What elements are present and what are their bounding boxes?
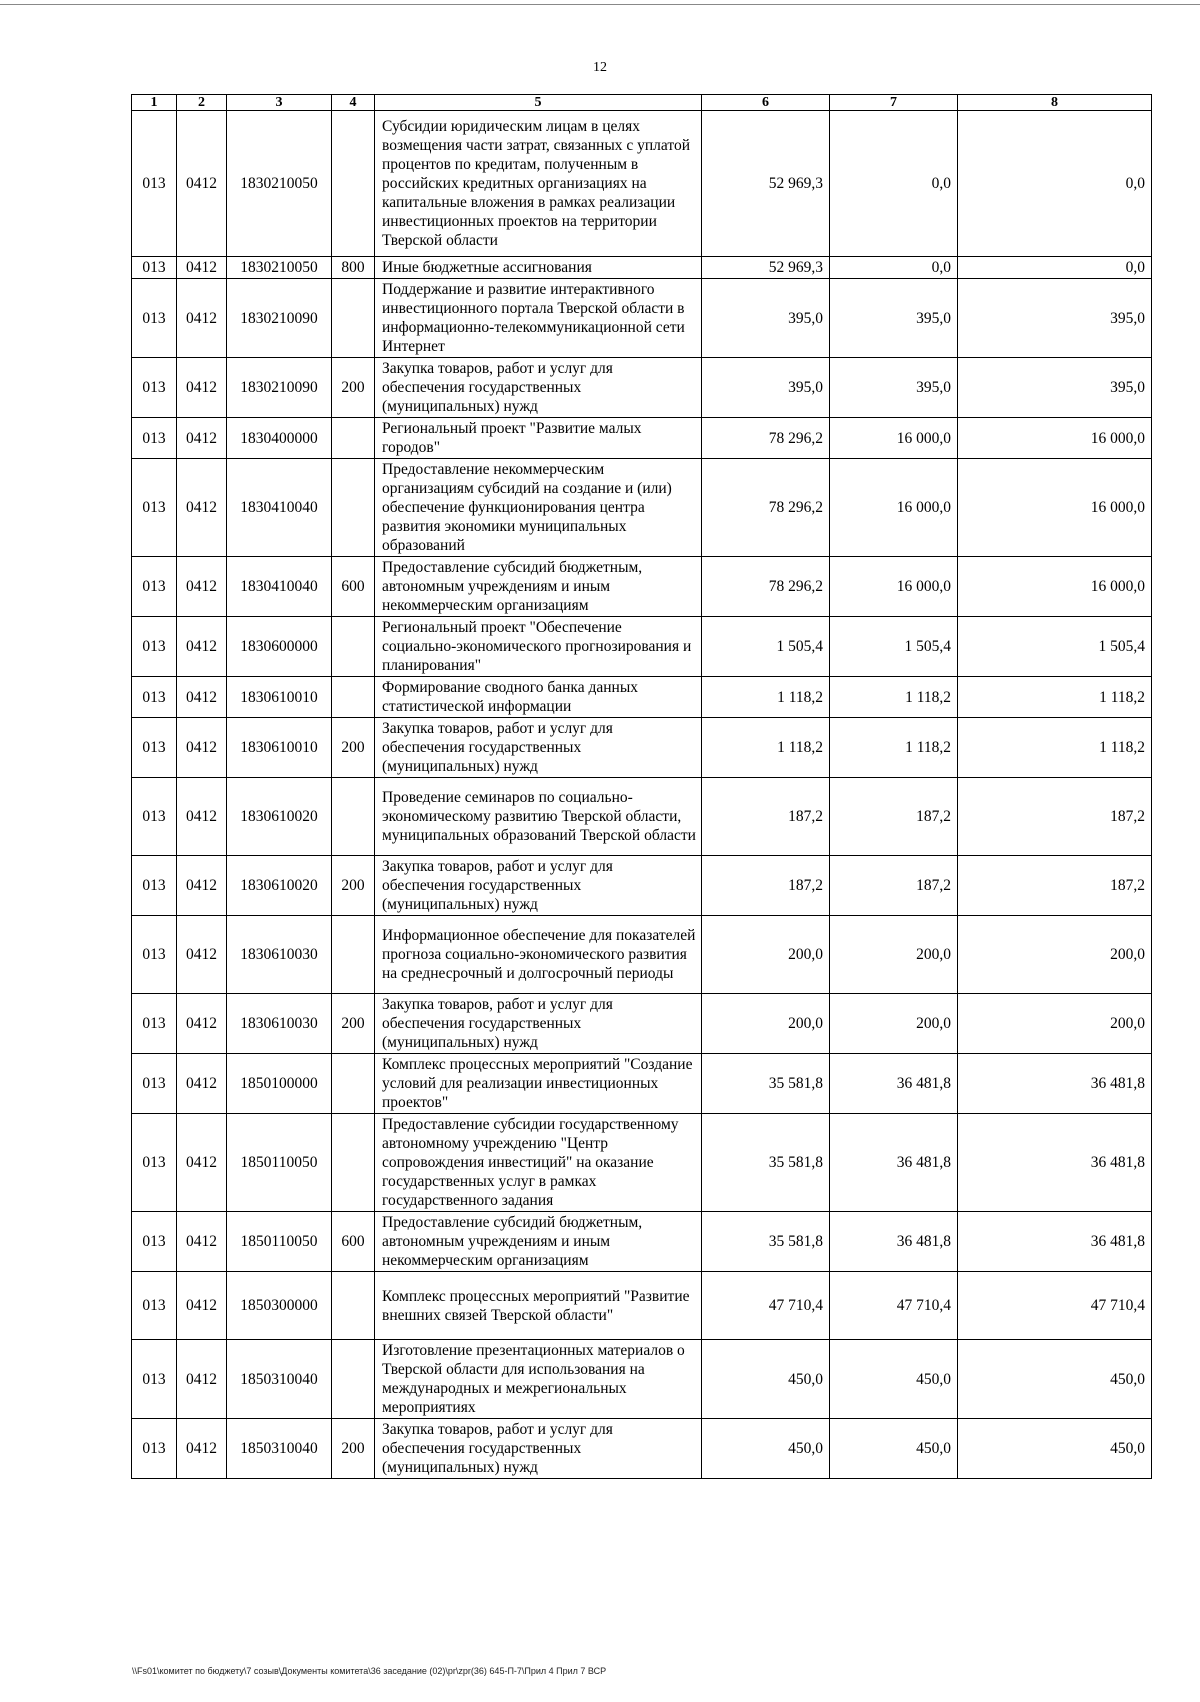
table-cell-c6: 35 581,8 [702,1054,830,1114]
table-cell-c7: 450,0 [830,1340,958,1419]
table-cell-c1: 013 [132,1114,177,1212]
table-cell-c5: Региональный проект "Развитие малых городов" [375,418,702,459]
table-cell-c3: 1830210090 [227,279,332,358]
table-cell-c7: 36 481,8 [830,1114,958,1212]
header-cell-2: 2 [177,95,227,111]
table-cell-c7: 36 481,8 [830,1054,958,1114]
table-cell-c4 [332,459,375,557]
table-cell-c6: 78 296,2 [702,418,830,459]
table-cell-c4: 800 [332,257,375,279]
table-cell-c8: 200,0 [958,916,1152,994]
table-cell-c2: 0412 [177,557,227,617]
table-cell-c2: 0412 [177,1212,227,1272]
table-cell-c5: Закупка товаров, работ и услуг для обеспечения государственных (муниципальных) нужд [375,994,702,1054]
table-cell-c8: 16 000,0 [958,418,1152,459]
table-cell-c6: 35 581,8 [702,1114,830,1212]
table-cell-c8: 1 505,4 [958,617,1152,677]
table-cell-c2: 0412 [177,994,227,1054]
table-cell-c3: 1850310040 [227,1340,332,1419]
table-cell-c4: 200 [332,856,375,916]
table-cell-c5: Региональный проект "Обеспечение социально-экономического прогнозирования и планирования" [375,617,702,677]
table-cell-c4: 600 [332,1212,375,1272]
table-cell-c6: 200,0 [702,916,830,994]
table-cell-c5: Предоставление субсидий бюджетным, автономным учреждениям и иным некоммерческим организациям [375,557,702,617]
scan-top-edge [0,4,1200,5]
table-cell-c6: 78 296,2 [702,459,830,557]
table-cell-c1: 013 [132,1419,177,1479]
table-cell-c5: Предоставление некоммерческим организациям субсидий на создание и (или) обеспечение функционирования центра развития экономики муниципальных образований [375,459,702,557]
table-cell-c7: 187,2 [830,778,958,856]
table-cell-c3: 1830210050 [227,111,332,257]
table-cell-c3: 1830610010 [227,677,332,718]
table-cell-c3: 1830210090 [227,358,332,418]
table-cell-c5: Информационное обеспечение для показателей прогноза социально-экономического развития на среднесрочный и долгосрочный периоды [375,916,702,994]
table-cell-c4 [332,617,375,677]
table-cell-c2: 0412 [177,1272,227,1340]
table-cell-c4 [332,677,375,718]
table-cell-c4 [332,418,375,459]
table-cell-c2: 0412 [177,418,227,459]
table-cell-c5: Закупка товаров, работ и услуг для обеспечения государственных (муниципальных) нужд [375,718,702,778]
table-cell-c3: 1850310040 [227,1419,332,1479]
table-cell-c3: 1830400000 [227,418,332,459]
table-cell-c1: 013 [132,1340,177,1419]
table-cell-c7: 0,0 [830,257,958,279]
table-cell-c1: 013 [132,279,177,358]
table-cell-c7: 395,0 [830,279,958,358]
table-cell-c2: 0412 [177,677,227,718]
table-row [132,916,1152,994]
table-cell-c6: 1 118,2 [702,677,830,718]
table-cell-c5: Комплекс процессных мероприятий "Создание условий для реализации инвестиционных проектов" [375,1054,702,1114]
table-cell-c2: 0412 [177,778,227,856]
table-cell-c8: 187,2 [958,778,1152,856]
table-cell-c1: 013 [132,916,177,994]
table-cell-c5: Закупка товаров, работ и услуг для обеспечения государственных (муниципальных) нужд [375,1419,702,1479]
table-cell-c8: 0,0 [958,257,1152,279]
table-cell-c3: 1830610010 [227,718,332,778]
table-cell-c4 [332,916,375,994]
table-cell-c7: 47 710,4 [830,1272,958,1340]
table-cell-c5: Субсидии юридическим лицам в целях возмещения части затрат, связанных с уплатой процентов по кредитам, полученным в российских кредитных организациях на капитальные вложения в рамках реализации инвестиционных проектов на территории Тверской области [375,111,702,257]
table-cell-c6: 1 505,4 [702,617,830,677]
table-cell-c8: 1 118,2 [958,718,1152,778]
table-row [132,677,1152,718]
table-row [132,856,1152,916]
table-cell-c7: 36 481,8 [830,1212,958,1272]
table-cell-c4 [332,1272,375,1340]
table-cell-c5: Поддержание и развитие интерактивного инвестиционного портала Тверской области в информационно-телекоммуникационной сети Интернет [375,279,702,358]
table-cell-c4 [332,1114,375,1212]
table-cell-c6: 395,0 [702,279,830,358]
table-cell-c8: 187,2 [958,856,1152,916]
table-cell-c3: 1850110050 [227,1212,332,1272]
table-cell-c4 [332,1054,375,1114]
header-cell-8: 8 [958,95,1152,111]
table-body [132,111,1152,1479]
header-cell-6: 6 [702,95,830,111]
table-cell-c4 [332,279,375,358]
table-cell-c3: 1830600000 [227,617,332,677]
table-cell-c3: 1850300000 [227,1272,332,1340]
table-cell-c6: 450,0 [702,1340,830,1419]
table-cell-c7: 16 000,0 [830,459,958,557]
table-cell-c1: 013 [132,778,177,856]
table-cell-c4: 200 [332,718,375,778]
table-cell-c2: 0412 [177,257,227,279]
table-cell-c7: 1 118,2 [830,677,958,718]
table-cell-c7: 1 118,2 [830,718,958,778]
table-cell-c4 [332,111,375,257]
table-cell-c1: 013 [132,557,177,617]
table-cell-c1: 013 [132,856,177,916]
budget-table [131,94,1152,1479]
table-cell-c2: 0412 [177,916,227,994]
table-cell-c1: 013 [132,358,177,418]
table-row [132,1419,1152,1479]
table-cell-c8: 16 000,0 [958,459,1152,557]
table-row [132,111,1152,257]
table-cell-c3: 1850100000 [227,1054,332,1114]
table-cell-c7: 395,0 [830,358,958,418]
table-cell-c7: 200,0 [830,994,958,1054]
table-cell-c5: Закупка товаров, работ и услуг для обеспечения государственных (муниципальных) нужд [375,856,702,916]
table-cell-c7: 1 505,4 [830,617,958,677]
table-cell-c6: 187,2 [702,778,830,856]
table-cell-c4: 200 [332,994,375,1054]
table-cell-c8: 36 481,8 [958,1054,1152,1114]
table-cell-c1: 013 [132,994,177,1054]
header-cell-7: 7 [830,95,958,111]
table-row [132,459,1152,557]
table-row [132,1054,1152,1114]
table-cell-c6: 35 581,8 [702,1212,830,1272]
table-row [132,617,1152,677]
table-cell-c7: 16 000,0 [830,418,958,459]
table-row [132,1340,1152,1419]
table-row [132,557,1152,617]
table-cell-c4: 600 [332,557,375,617]
table-cell-c2: 0412 [177,718,227,778]
table-row [132,1272,1152,1340]
table-row [132,257,1152,279]
table-cell-c2: 0412 [177,617,227,677]
table-cell-c2: 0412 [177,1054,227,1114]
header-cell-1: 1 [132,95,177,111]
table-cell-c8: 450,0 [958,1340,1152,1419]
table-row [132,994,1152,1054]
table-cell-c3: 1830610020 [227,778,332,856]
table-cell-c5: Предоставление субсидии государственному автономному учреждению "Центр сопровождения инвестиций" на оказание государственных услуг в рамках государственного задания [375,1114,702,1212]
table-cell-c2: 0412 [177,856,227,916]
table-cell-c8: 47 710,4 [958,1272,1152,1340]
table-cell-c5: Формирование сводного банка данных статистической информации [375,677,702,718]
table-cell-c1: 013 [132,677,177,718]
table-cell-c3: 1830610020 [227,856,332,916]
table-cell-c3: 1850110050 [227,1114,332,1212]
table-cell-c2: 0412 [177,459,227,557]
table-cell-c8: 1 118,2 [958,677,1152,718]
table-row [132,279,1152,358]
table-row [132,718,1152,778]
table-cell-c4: 200 [332,358,375,418]
table-cell-c3: 1830610030 [227,916,332,994]
header-cell-4: 4 [332,95,375,111]
table-cell-c6: 52 969,3 [702,257,830,279]
table-cell-c7: 187,2 [830,856,958,916]
table-cell-c3: 1830610030 [227,994,332,1054]
table-cell-c1: 013 [132,111,177,257]
header-cell-5: 5 [375,95,702,111]
table-cell-c8: 36 481,8 [958,1212,1152,1272]
table-cell-c1: 013 [132,1212,177,1272]
table-cell-c8: 395,0 [958,279,1152,358]
table-cell-c5: Закупка товаров, работ и услуг для обеспечения государственных (муниципальных) нужд [375,358,702,418]
table-cell-c8: 395,0 [958,358,1152,418]
table-cell-c6: 395,0 [702,358,830,418]
table-cell-c7: 16 000,0 [830,557,958,617]
table-cell-c1: 013 [132,257,177,279]
table-cell-c2: 0412 [177,279,227,358]
table-cell-c2: 0412 [177,358,227,418]
table-cell-c6: 78 296,2 [702,557,830,617]
table-cell-c8: 200,0 [958,994,1152,1054]
table-cell-c4: 200 [332,1419,375,1479]
footer-file-path: \\Fs01\комитет по бюджету\7 созыв\Документы комитета\36 заседание (02)\pr\zpr(36) 645-П-7\Прил 4 Прил 7 ВСР [132,1666,607,1676]
table-cell-c4 [332,1340,375,1419]
table-cell-c1: 013 [132,418,177,459]
table-cell-c5: Проведение семинаров по социально-экономическому развитию Тверской области, муниципальных образований Тверской области [375,778,702,856]
table-cell-c7: 0,0 [830,111,958,257]
table-cell-c2: 0412 [177,1340,227,1419]
table-cell-c6: 1 118,2 [702,718,830,778]
table-row [132,1114,1152,1212]
table-cell-c1: 013 [132,459,177,557]
table-cell-c8: 450,0 [958,1419,1152,1479]
table-cell-c6: 450,0 [702,1419,830,1479]
table-cell-c3: 1830210050 [227,257,332,279]
table-cell-c5: Иные бюджетные ассигнования [375,257,702,279]
table-cell-c1: 013 [132,718,177,778]
table-cell-c3: 1830410040 [227,557,332,617]
table-cell-c8: 36 481,8 [958,1114,1152,1212]
table-cell-c7: 450,0 [830,1419,958,1479]
table-row [132,1212,1152,1272]
table-cell-c8: 16 000,0 [958,557,1152,617]
table-cell-c2: 0412 [177,1419,227,1479]
table-row [132,358,1152,418]
table-cell-c5: Изготовление презентационных материалов о Тверской области для использования на международных и межрегиональных мероприятиях [375,1340,702,1419]
table-cell-c1: 013 [132,1272,177,1340]
table-cell-c6: 52 969,3 [702,111,830,257]
table-cell-c7: 200,0 [830,916,958,994]
table-cell-c5: Предоставление субсидий бюджетным, автономным учреждениям и иным некоммерческим организациям [375,1212,702,1272]
table-cell-c2: 0412 [177,111,227,257]
column-number-row [132,95,1152,111]
header-cell-3: 3 [227,95,332,111]
table-row [132,778,1152,856]
table-cell-c6: 187,2 [702,856,830,916]
table-cell-c6: 200,0 [702,994,830,1054]
table-cell-c8: 0,0 [958,111,1152,257]
table-row [132,418,1152,459]
table-cell-c1: 013 [132,617,177,677]
table-cell-c6: 47 710,4 [702,1272,830,1340]
table-cell-c3: 1830410040 [227,459,332,557]
table-cell-c4 [332,778,375,856]
table-cell-c5: Комплекс процессных мероприятий "Развитие внешних связей Тверской области" [375,1272,702,1340]
table-cell-c1: 013 [132,1054,177,1114]
table-cell-c2: 0412 [177,1114,227,1212]
page-number: 12 [593,60,607,75]
